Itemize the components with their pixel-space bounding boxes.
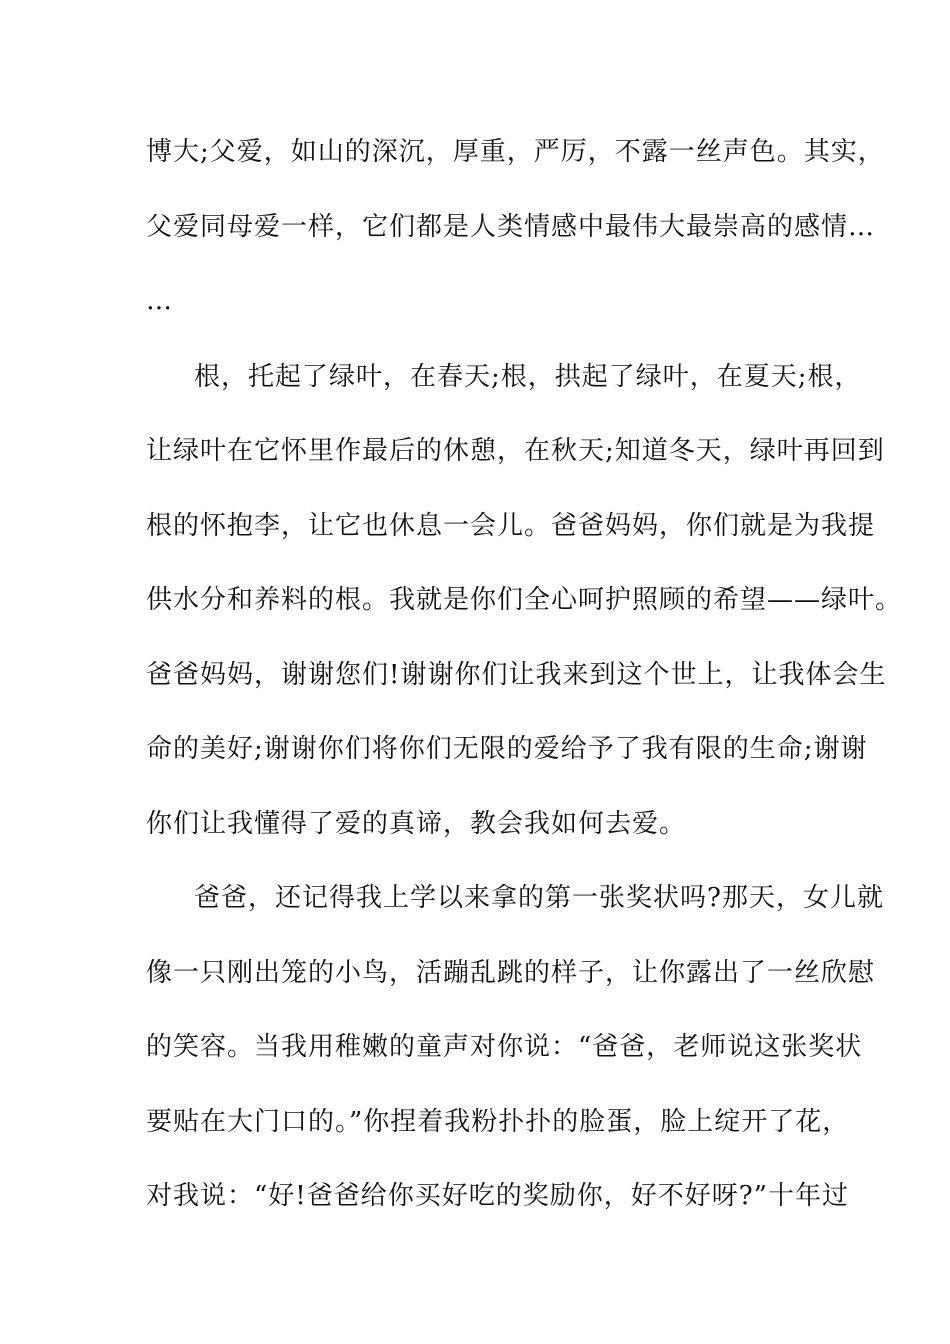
paragraph-start-line: 根，托起了绿叶，在春天;根，拱起了绿叶，在夏天;根， [194, 362, 862, 392]
text-line: 博大;父爱，如山的深沉，厚重，严厉，不露一丝声色。其实， [146, 137, 885, 167]
text-line: 爸爸妈妈，谢谢您们!谢谢你们让我来到这个世上，让我体会生 [146, 660, 887, 690]
text-line: 你们让我懂得了爱的真谛，教会我如何去爱。 [146, 809, 687, 839]
text-line: 让绿叶在它怀里作最后的休憩，在秋天;知道冬天，绿叶再回到 [146, 436, 885, 466]
text-line: 的笑容。当我用稚嫩的童声对你说：“爸爸，老师说这张奖状 [146, 1032, 863, 1062]
paragraph-start-line: 爸爸，还记得我上学以来拿的第一张奖状吗?那天，女儿就 [194, 883, 884, 913]
text-line: 命的美好;谢谢你们将你们无限的爱给予了我有限的生命;谢谢 [146, 734, 868, 764]
text-line: 根的怀抱李，让它也休息一会儿。爸爸妈妈，你们就是为我提 [146, 511, 876, 541]
text-line: 像一只刚出笼的小鸟，活蹦乱跳的样子，让你露出了一丝欣慰 [146, 958, 876, 988]
text-line: 要贴在大门口的。”你捏着我粉扑扑的脸蛋，脸上绽开了花， [146, 1107, 850, 1137]
text-line: 对我说：“好!爸爸给你买好吃的奖励你，好不好呀?”十年过 [146, 1181, 849, 1211]
text-line: … [146, 286, 173, 316]
text-line: 父爱同母爱一样，它们都是人类情感中最伟大最崇高的感情… [146, 212, 876, 242]
text-line: 供水分和养料的根。我就是你们全心呵护照顾的希望——绿叶。 [146, 585, 903, 615]
